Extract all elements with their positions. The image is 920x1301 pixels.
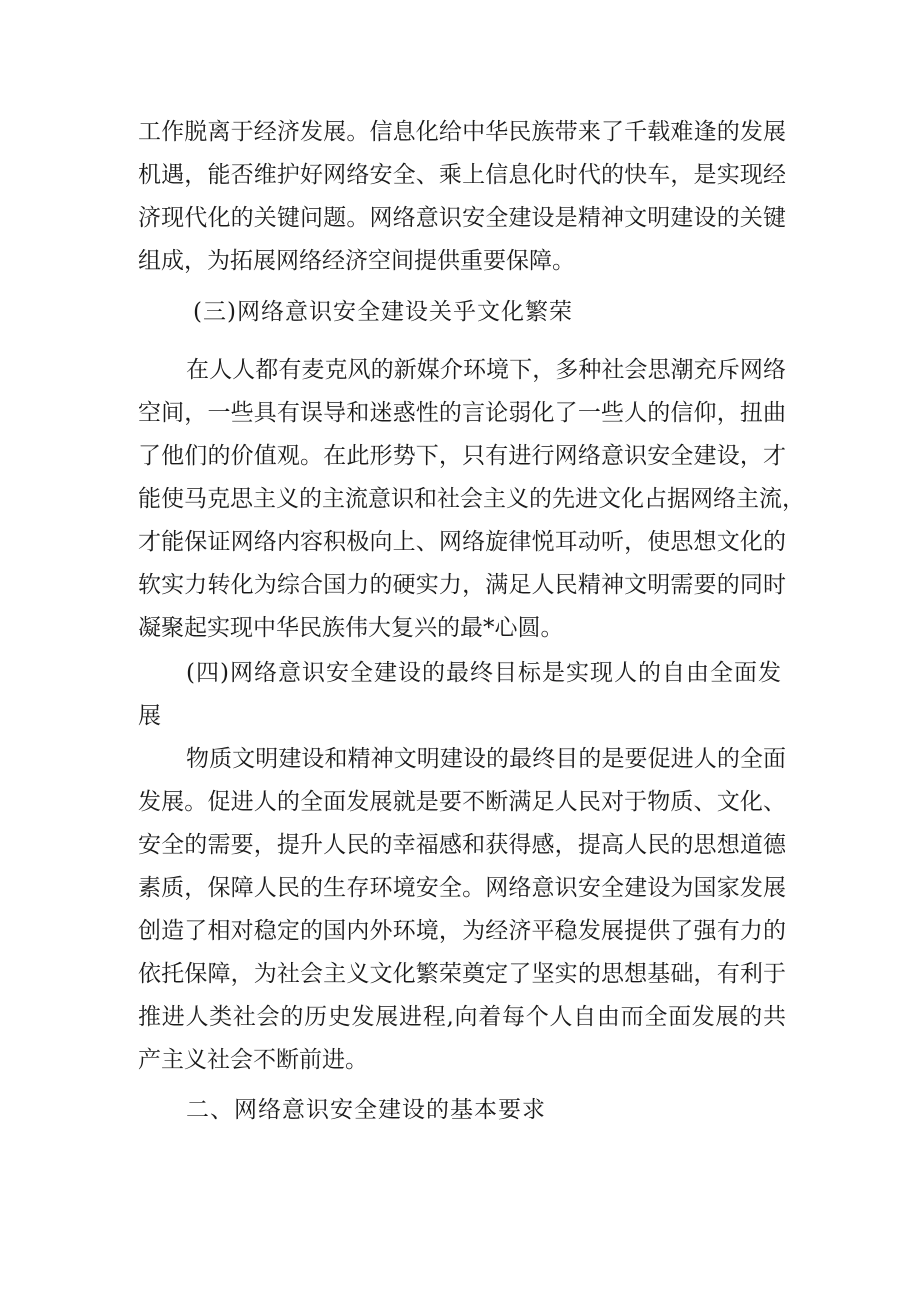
paragraph-3-line-1: 物质文明建设和精神文明建设的最终目的是要促进人的全面 — [186, 746, 786, 772]
paragraph-1-line-3: 济现代化的关键问题。网络意识安全建设是精神文明建设的关键 — [138, 205, 786, 231]
paragraph-3-line-7: 推进人类社会的历史发展进程,向着每个人自由而全面发展的共 — [138, 1004, 786, 1030]
paragraph-2-line-7: 凝聚起实现中华民族伟大复兴的最*心圆。 — [138, 615, 564, 641]
paragraph-1-line-2: 机遇，能否维护好网络安全、乘上信息化时代的快车，是实现经 — [138, 162, 786, 188]
paragraph-2-line-5: 才能保证网络内容积极向上、网络旋律悦耳动听，使思想文化的 — [138, 529, 786, 555]
paragraph-3-line-6: 依托保障，为社会主义文化繁荣奠定了坚实的思想基础，有利于 — [138, 961, 786, 987]
paragraph-2-line-1: 在人人都有麦克风的新媒介环境下，多种社会思潮充斥网络 — [186, 357, 786, 383]
paragraph-1-line-1: 工作脱离于经济发展。信息化给中华民族带来了千载难逢的发展 — [138, 119, 786, 145]
section-heading-4-line-1: (四)网络意识安全建设的最终目标是实现人的自由全面发 — [186, 660, 782, 686]
section-heading-4-line-2: 展 — [138, 703, 162, 729]
paragraph-2-line-6: 软实力转化为综合国力的硬实力，满足人民精神文明需要的同时 — [138, 572, 786, 598]
paragraph-2-line-3: 了他们的价值观。在此形势下，只有进行网络意识安全建设，才 — [138, 443, 786, 469]
paragraph-3-line-5: 创造了相对稳定的国内外环境，为经济平稳发展提供了强有力的 — [138, 918, 786, 944]
section-heading-3: (三)网络意识安全建设关乎文化繁荣 — [193, 299, 573, 325]
paragraph-1-line-4: 组成，为拓展网络经济空间提供重要保障。 — [138, 248, 575, 274]
paragraph-2-line-2: 空间，一些具有误导和迷惑性的言论弱化了一些人的信仰，扭曲 — [138, 400, 786, 426]
section-heading-2: 二、网络意识安全建设的基本要求 — [186, 1097, 546, 1123]
paragraph-3-line-8: 产主义社会不断前进。 — [138, 1047, 368, 1073]
paragraph-3-line-3: 安全的需要，提升人民的幸福感和获得感，提高人民的思想道德 — [138, 832, 786, 858]
paragraph-2-line-4: 能使马克思主义的主流意识和社会主义的先进文化占据网络主流， — [138, 486, 805, 512]
paragraph-3-line-4: 素质，保障人民的生存环境安全。网络意识安全建设为国家发展 — [138, 875, 786, 901]
paragraph-3-line-2: 发展。促进人的全面发展就是要不断满足人民对于物质、文化、 — [138, 789, 786, 815]
